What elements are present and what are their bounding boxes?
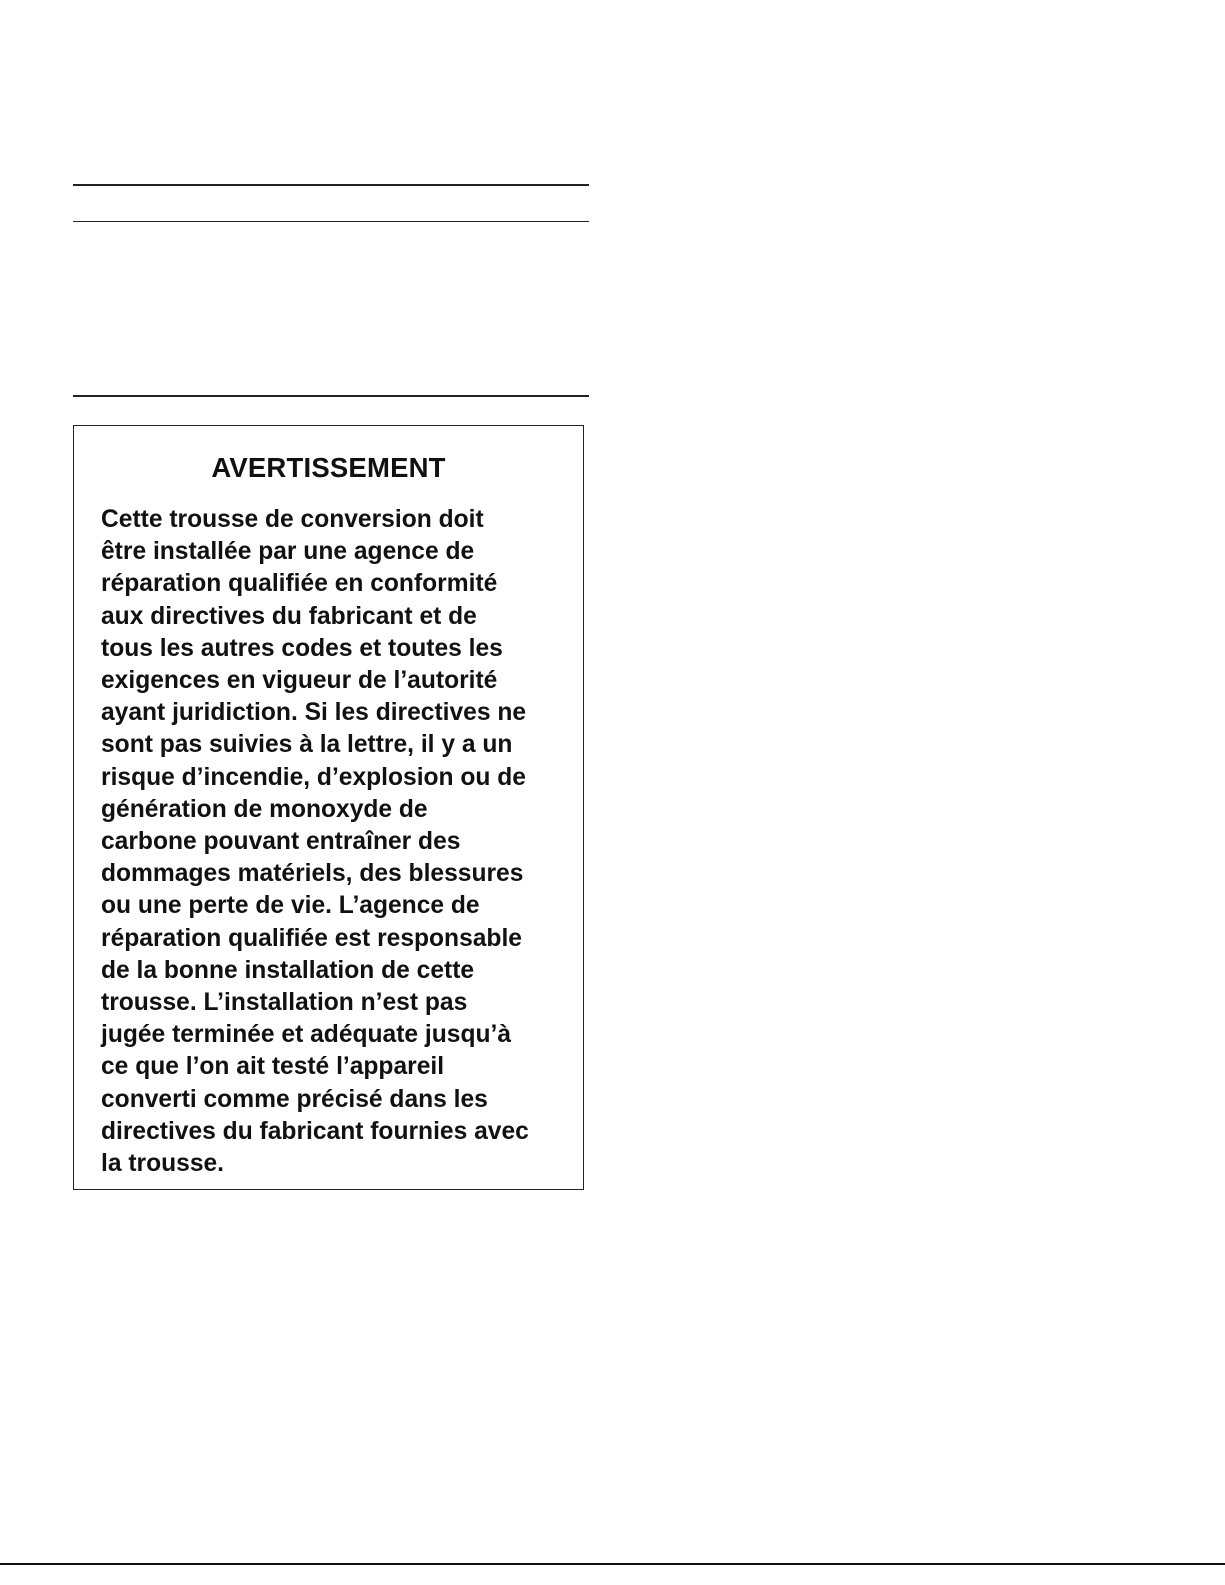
warning-line: la trousse. xyxy=(101,1150,225,1178)
warning-line: exigences en vigueur de l’autorité xyxy=(101,667,498,695)
warning-line: jugée terminée et adéquate jusqu’à xyxy=(101,1021,512,1049)
warning-body xyxy=(101,504,581,1180)
warning-line: carbone pouvant entraîner des xyxy=(101,828,461,856)
warning-line: aux directives du fabricant et de xyxy=(101,602,477,630)
warning-line: dommages matériels, des blessures xyxy=(101,860,524,888)
top-divider xyxy=(73,184,589,186)
warning-line: ayant juridiction. Si les directives ne xyxy=(101,699,527,727)
warning-line: réparation qualifiée est responsable xyxy=(101,924,522,952)
warning-line: converti comme précisé dans les xyxy=(101,1085,488,1113)
warning-title: AVERTISSEMENT xyxy=(211,452,446,483)
second-divider xyxy=(73,221,589,222)
page-bottom-edge xyxy=(0,1563,1225,1565)
warning-line: être installée par une agence de xyxy=(101,538,475,566)
warning-line: trousse. L’installation n’est pas xyxy=(101,989,468,1017)
section-divider xyxy=(73,395,589,397)
warning-line: risque d’incendie, d’explosion ou de xyxy=(101,763,526,791)
warning-line: de la bonne installation de cette xyxy=(101,956,475,984)
warning-line: tous les autres codes et toutes les xyxy=(101,634,503,662)
warning-box xyxy=(73,425,584,1190)
warning-line: sont pas suivies à la lettre, il y a un xyxy=(101,731,513,759)
warning-line: directives du fabricant fournies avec xyxy=(101,1117,529,1145)
warning-line: Cette trousse de conversion doit xyxy=(101,506,484,533)
warning-line: réparation qualifiée en conformité xyxy=(101,570,498,598)
warning-line: ou une perte de vie. L’agence de xyxy=(101,892,480,920)
warning-line: génération de monoxyde de xyxy=(101,795,428,823)
warning-line: ce que l’on ait testé l’appareil xyxy=(101,1053,445,1081)
